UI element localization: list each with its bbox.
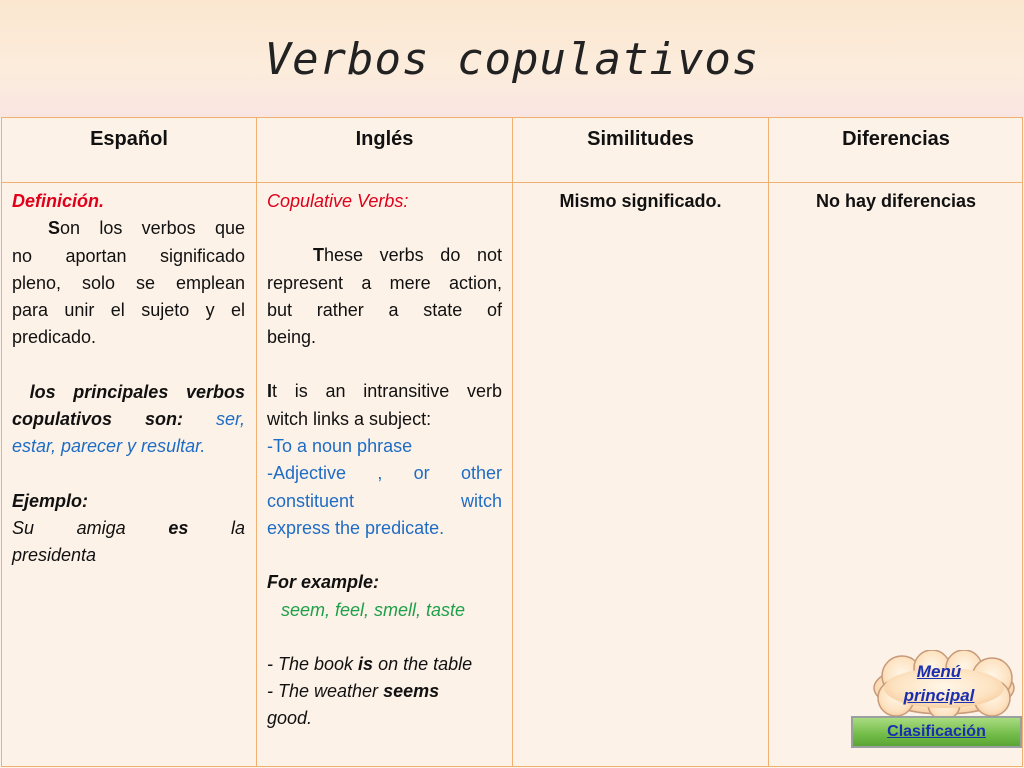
header-similitudes: Similitudes xyxy=(587,128,694,150)
menu-principal-link[interactable]: Menú principal xyxy=(903,662,975,705)
header-ingles: Inglés xyxy=(355,128,414,150)
english-line: witch links a subject: xyxy=(267,408,432,429)
english-item: -Adjective , or other xyxy=(267,463,502,484)
clasificacion-button[interactable]: Clasificación xyxy=(851,716,1022,748)
principal-verbs-line: copulativos son: ser, xyxy=(12,409,245,430)
english-example-words: seem, feel, smell, taste xyxy=(281,599,466,620)
principal-verbs-line: los principales verbos xyxy=(12,381,245,402)
english-line: being. xyxy=(267,327,317,348)
english-item: -To a noun phrase xyxy=(267,436,413,457)
english-line: represent a mere action, xyxy=(267,272,502,293)
cell-ingles xyxy=(267,188,502,733)
definition-line: no aportan significado xyxy=(12,245,245,266)
english-line: It is an intransitive verb xyxy=(267,381,502,402)
definition-line: predicado. xyxy=(12,327,97,348)
definition-line: para unir el sujeto y el xyxy=(12,300,245,321)
english-example-sentence: good. xyxy=(267,708,313,729)
cell-espanol xyxy=(12,188,245,570)
english-heading: Copulative Verbs: xyxy=(267,191,409,211)
english-line: but rather a state of xyxy=(267,299,502,320)
english-item: constituent witch xyxy=(267,490,502,511)
example-line: presidenta xyxy=(12,545,97,566)
column-divider xyxy=(256,118,257,766)
example-line: Su amiga es la xyxy=(12,517,245,538)
english-example-sentence: - The book is on the table xyxy=(267,653,473,674)
english-item: express the predicate. xyxy=(267,517,445,538)
definition-line: pleno, solo se emplean xyxy=(12,272,245,293)
english-example-label: For example: xyxy=(267,572,380,593)
english-example-sentence: - The weather seems xyxy=(267,681,440,702)
principal-verbs-list: estar, parecer y resultar. xyxy=(12,436,206,457)
definition-line: Son los verbos que xyxy=(48,218,245,239)
header-divider xyxy=(2,182,1022,183)
cell-diferencias: No hay diferencias xyxy=(815,191,977,211)
english-line: These verbs do not xyxy=(313,245,502,266)
definition-label: Definición. xyxy=(12,191,105,211)
page-title: Verbos copulativos xyxy=(264,34,760,85)
cell-similitudes: Mismo significado. xyxy=(559,191,722,211)
header-diferencias: Diferencias xyxy=(842,128,950,150)
example-label: Ejemplo: xyxy=(12,490,89,511)
header-espanol: Español xyxy=(90,128,168,150)
